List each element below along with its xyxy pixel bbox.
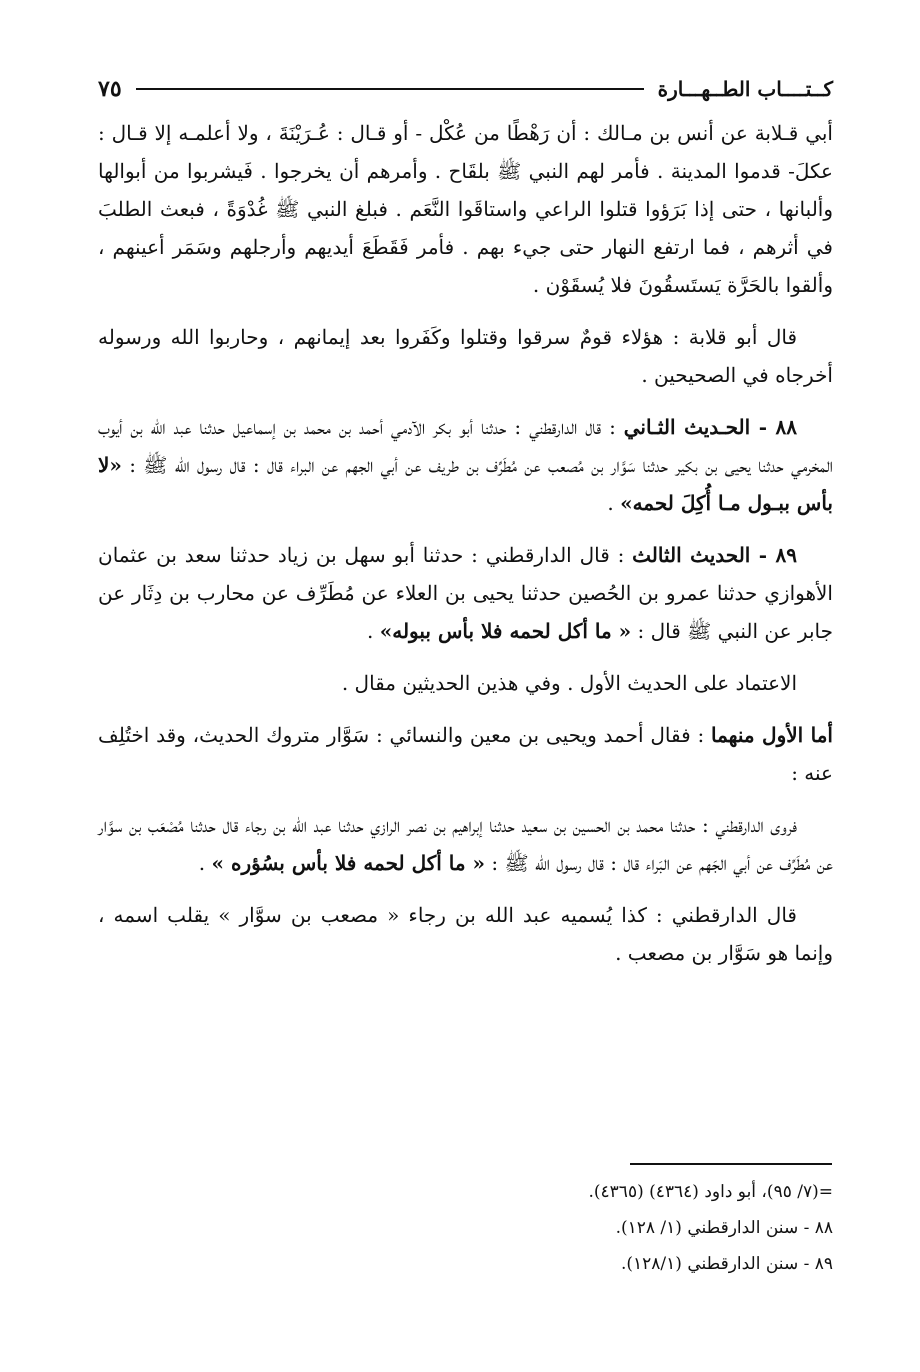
header-rule bbox=[136, 88, 644, 90]
paragraph-text: فروى الدارقطني : حدثنا محمد بن الحسين بن سعيد حدثنا إبراهيم بن نصر الرازي حدثنا عبد الله بن رجاء قال حدثنا مُصْعَب بن سوَّار عن مُطَرِّف عن أبي الجَهم عن البَراء قال : قال رسول الله ﷺ : bbox=[98, 813, 833, 875]
paragraph-text: : قال الدارقطني : حدثنا أبو سهل بن زياد حدثنا سعد بن عثمان الأهوازي حدثنا عمرو بن الحُصين حدثنا يحيى بن العلاء عن مُطَرِّف عن محارب بن دِثَار عن جابر عن النبي ﷺ قال : bbox=[98, 543, 833, 643]
footnote-item: ٨٨ - سنن الدارقطني (١/ ١٢٨). bbox=[615, 1218, 833, 1238]
page-number: ٧٥ bbox=[98, 76, 122, 102]
hadith-quote: «لا بأس ببـول مـا أُكِلَ لحمه» bbox=[98, 453, 833, 515]
footnotes bbox=[98, 1174, 833, 1282]
paragraph-6 bbox=[98, 716, 833, 792]
page-body bbox=[98, 114, 833, 986]
running-header bbox=[98, 72, 833, 106]
paragraph-text: : فقال أحمد ويحيى بن معين والنسائي : سَوَّار متروك الحديث، وقد اختُلِف عنه : bbox=[98, 723, 833, 785]
paragraph-5 bbox=[98, 664, 833, 702]
hadith-89 bbox=[98, 536, 833, 650]
paragraph-text: : قال الدارقطني : حدثنا أبو بكر الآدمي أحمد بن محمد بن إسماعيل حدثنا عبد الله بن أيوب المخرمي حدثنا يحيى بن بكير حدثنا سَوَّار بن مُصعب عن مُطَرِّف بن طريف عن أبي الجهم عن البراء قال : قال رسول الله ﷺ : bbox=[98, 415, 833, 477]
paragraph-tail: . bbox=[198, 851, 212, 875]
section-lead: أما الأول منهما bbox=[711, 723, 833, 747]
header-title: كــتــــاب الطــهـــارة bbox=[657, 77, 833, 101]
hadith-quote: « ما أكل لحمه فلا بأس ببوله» bbox=[379, 619, 632, 643]
paragraph-1 bbox=[98, 114, 833, 304]
paragraph-text: قال أبو قلابة : هؤلاء قومٌ سرقوا وقتلوا وكَفَروا بعد إيمانهم ، وحاربوا الله ورسوله أخرجاه في الصحيحين . bbox=[98, 325, 833, 387]
paragraph-text: قال الدارقطني : كذا يُسميه عبد الله بن رجاء « مصعب بن سوَّار » يقلب اسمه ، وإنما هو سَوَّار بن مصعب . bbox=[98, 903, 833, 965]
paragraph-text: الاعتماد على الحديث الأول . وفي هذين الحديثين مقال . bbox=[341, 671, 797, 695]
paragraph-7 bbox=[98, 806, 833, 882]
paragraph-tail: . bbox=[607, 491, 621, 515]
paragraph-tail: . bbox=[367, 619, 380, 643]
paragraph-2 bbox=[98, 318, 833, 394]
footnote-item: =(٧/ ٩٥)، أبو داود (٤٣٦٤) (٤٣٦٥). bbox=[588, 1182, 833, 1202]
footnote-item: ٨٩ - سنن الدارقطني (١٢٨/١). bbox=[620, 1254, 833, 1274]
hadith-quote: « ما أكل لحمه فلا بأس بسُؤره » bbox=[211, 851, 486, 875]
paragraph-text: أبي قـلابة عن أنس بن مـالك : أن رَهْطًا من عُكْل - أو قـال : عُـرَيْنَةَ ، ولا أعلمـه إلا قـال : عكلَ- قدموا المدينة . فأمر لهم النبي ﷺ بلقَاح . وأمرهم أن يخرجوا . فَيشربوا من أبوالها وألبانها ، حتى إذا بَرَؤوا قتلوا الراعي واستاقَوا النَّعَم . فبلغ النبي ﷺ غُدْوَةً ، فبعث الطلبَ في أثرهم ، فما ارتفع النهار حتى جيء بهم . فأمر فَقَطَعَ أيديهم وأرجلهم وسَمَر أعينهم ، وألقوا بالحَرَّة يَستَسقُونَ فلا يُسقَوْن . bbox=[98, 121, 833, 297]
hadith-88 bbox=[98, 408, 833, 522]
footnote-separator bbox=[630, 1163, 832, 1165]
paragraph-8 bbox=[98, 896, 833, 972]
hadith-heading: ٨٩ - الحديث الثالث bbox=[632, 543, 797, 567]
hadith-heading: ٨٨ - الحـديث الثـاني bbox=[623, 415, 797, 439]
